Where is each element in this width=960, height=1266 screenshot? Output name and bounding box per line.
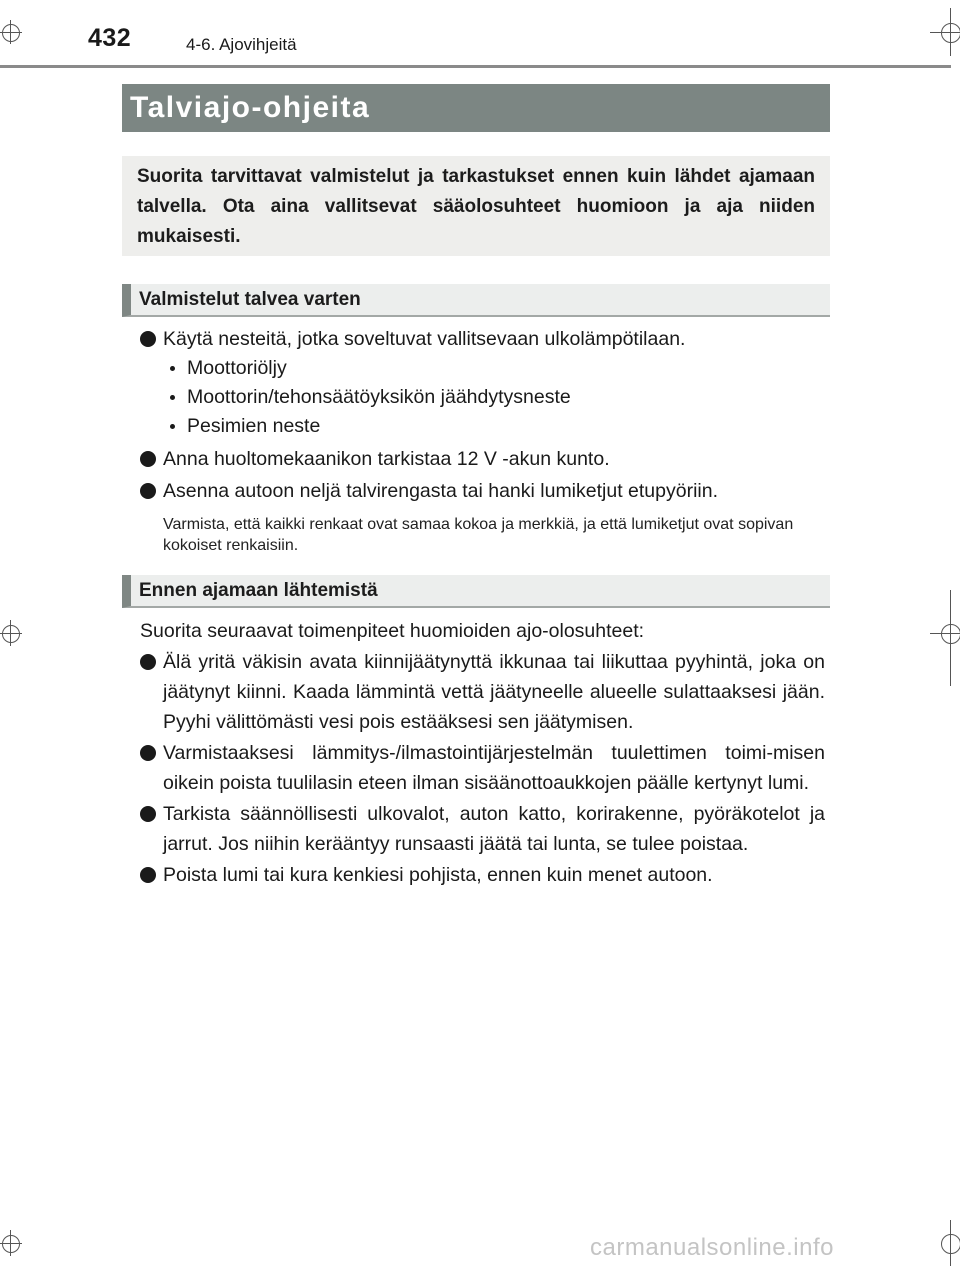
lead-text: Suorita seuraavat toimenpiteet huomioiden ajo-olosuhteet: [140, 620, 645, 642]
list-item-text: Asenna autoon neljä talvirengasta tai hanki lumiketjut etupyöriin. [163, 480, 719, 502]
page-title: Talviajo-ohjeita [122, 84, 830, 132]
sub-list-item-text: Moottorin/tehonsäätöyksikön jäähdytysneste [187, 386, 571, 408]
sub-bullet-icon [170, 395, 175, 400]
list-item-text: Varmistaaksesi lämmitys-/ilmastointijärjestelmän tuulettimen toimi-misen oikein poista tuulilasin eteen ilman sisäänottoaukkojen päälle kertynyt lumi. [163, 742, 825, 794]
sub-list-item-text: Pesimien neste [187, 415, 321, 437]
list-item [140, 647, 825, 737]
list-item-text: Käytä nesteitä, jotka soveltuvat vallitsevaan ulkolämpötilaan. [163, 328, 686, 350]
page-number: 432 [88, 24, 132, 52]
bullet-icon [140, 867, 156, 883]
list-item [140, 799, 825, 859]
list-item [140, 860, 825, 890]
section-heading-text: Ennen ajamaan lähtemistä [139, 580, 378, 601]
section-label: 4-6. Ajovihjeitä [186, 35, 297, 54]
list-item-text: Poista lumi tai kura kenkiesi pohjista, ennen kuin menet autoon. [163, 864, 713, 886]
note-text: Varmista, että kaikki renkaat ovat samaa kokoa ja merkkiä, ja että lumiketjut ovat sopivan kokoiset renkaisiin. [163, 516, 794, 554]
section-heading-text: Valmistelut talvea varten [139, 289, 361, 310]
sub-list-item [140, 412, 825, 441]
section-heading-before-driving [122, 575, 830, 608]
section-heading-preparations [122, 284, 830, 317]
list-item [140, 324, 825, 354]
section-before-driving-body [140, 616, 825, 890]
bullet-icon [140, 451, 156, 467]
list-item-text: Anna huoltomekaanikon tarkistaa 12 V -akun kunto. [163, 448, 610, 470]
section-preparations-body [140, 324, 825, 556]
list-item-text: Tarkista säännöllisesti ulkovalot, auton katto, korirakenne, pyöräkotelot ja jarrut. Jos niihin kerääntyy runsaasti jäätä tai lunta, se tulee poistaa. [163, 803, 825, 855]
header-divider [0, 65, 951, 68]
sub-list-item [140, 354, 825, 383]
watermark: carmanualsonline.info [590, 1234, 834, 1261]
sub-list-item [140, 383, 825, 412]
sub-bullet-icon [170, 424, 175, 429]
bullet-icon [140, 806, 156, 822]
list-item [140, 476, 825, 506]
bullet-icon [140, 331, 156, 347]
list-item [140, 738, 825, 798]
bullet-icon [140, 483, 156, 499]
bullet-icon [140, 745, 156, 761]
sub-bullet-icon [170, 366, 175, 371]
list-item-text: Älä yritä väkisin avata kiinnijäätynyttä ikkunaa tai liikuttaa pyyhintä, joka on jäätynyt kiinni. Kaada lämmintä vettä jäätyneelle alueelle sulattaaksesi jään. Pyyhi välittömästi vesi pois estääksesi sen jäätymisen. [163, 651, 825, 733]
list-item [140, 444, 825, 474]
intro-text: Suorita tarvittavat valmistelut ja tarkastukset ennen kuin lähdet ajamaan talvella. Ota aina vallitsevat sääolosuhteet huomioon ja aja niiden mukaisesti. [137, 166, 815, 247]
bullet-icon [140, 654, 156, 670]
sub-list-item-text: Moottoriöljy [187, 357, 287, 379]
intro-box [122, 156, 830, 256]
